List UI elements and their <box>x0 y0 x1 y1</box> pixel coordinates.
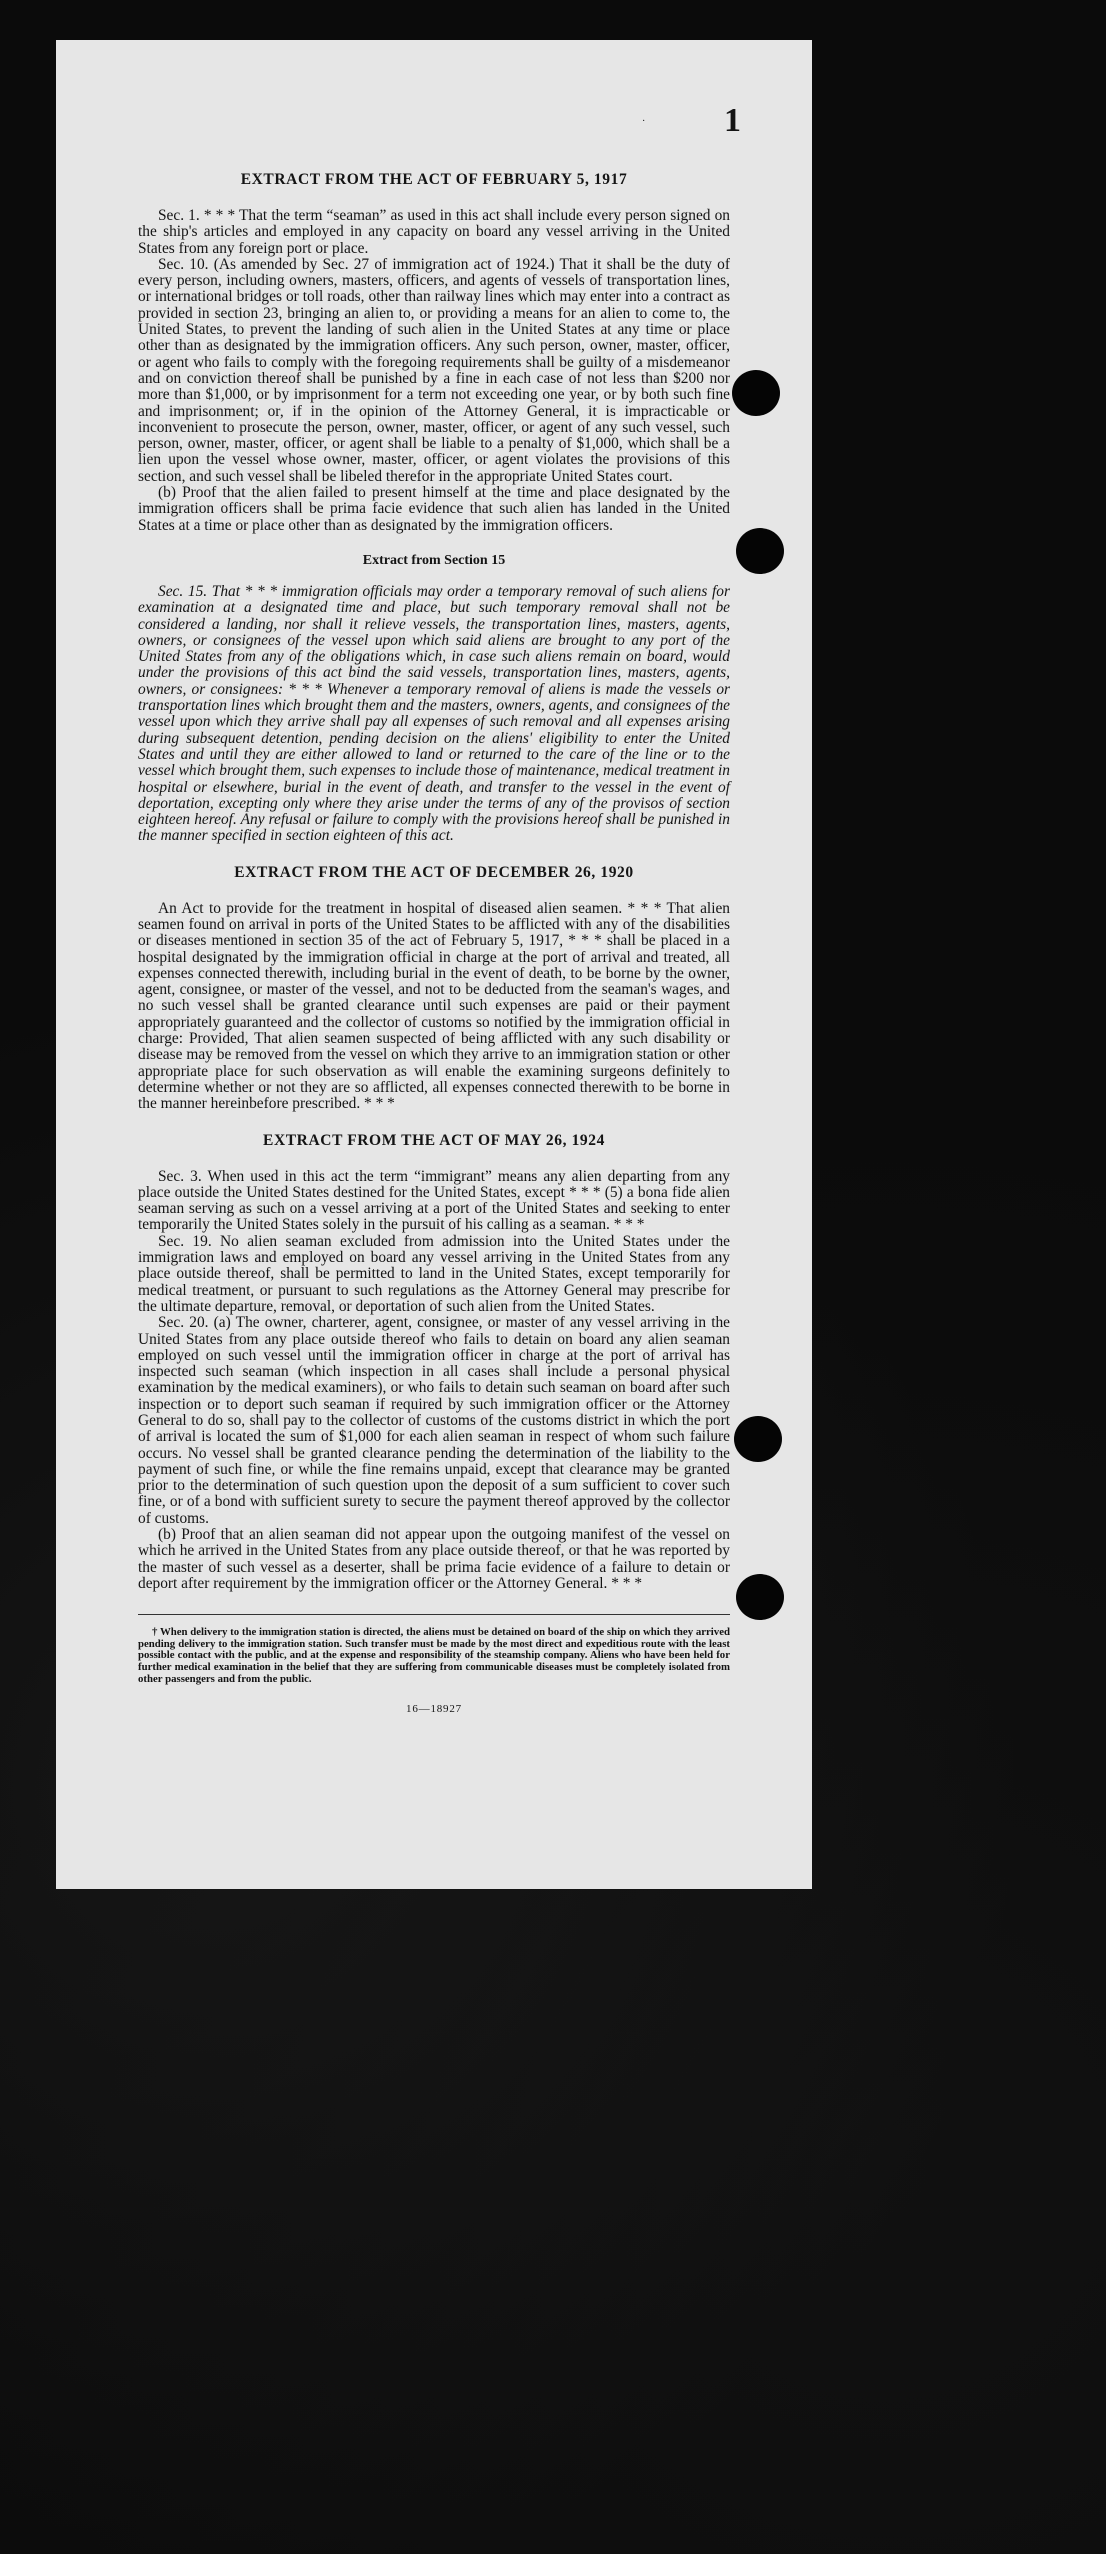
paragraph: (b) Proof that an alien seaman did not appear upon the outgoing manifest of the vessel on which he arrived in the United States from any place outside thereof, or that he was reported by the master of such vessel as a deserter, shall be prima facie evidence of a failure to detain or deport after requirement by the immigration officer or the Attorney General. * * * <box>138 1526 730 1592</box>
paragraph: Sec. 10. (As amended by Sec. 27 of immigration act of 1924.) That it shall be the duty of every person, including owners, masters, officers, and agents of vessels of transportation lines, or international bridges or toll roads, other than railway lines which may enter into a contract as provided in section 23, bringing an alien to, or providing a means for an alien to come to, the United States, to prevent the landing of such alien in the United States at any time or place other than as designated by the immigration officers. Any such person, owner, master, officer, or agent who fails to comply with the foregoing requirements shall be guilty of a misdemeanor and on conviction thereof shall be punished by a fine in each case of not less than $200 nor more than $1,000, or by imprisonment for a term not exceeding one year, or by both such fine and imprisonment; or, if in the opinion of the Attorney General, it is impracticable or inconvenient to prosecute the person, owner, master, officer, or agent of any such vessel, such person, owner, master, officer, or agent shall be liable to a penalty of $1,000, which shall be a lien upon the vessel whose owner, master, officer, or agent violates the provisions of this section, and such vessel shall be libeled therefor in the appropriate United States court. <box>138 255 730 485</box>
form-number: 16—18927 <box>406 1703 462 1716</box>
punch-hole <box>736 528 784 574</box>
paragraph: Sec. 3. When used in this act the term “immigrant” means any alien departing from any place outside the United States destined for the United States, except * * * (5) a bona fide alien seaman serving as such on a vessel arriving at a port of the United States and seeking to enter temporarily the United States solely in the pursuit of his calling as a seaman. * * * <box>138 1167 730 1234</box>
section-act-1917 <box>138 170 730 534</box>
paragraph: Sec. 15. That * * * immigration officials may order a temporary removal of such aliens for examination at a designated time and place, but such temporary removal shall not be considered a landing, nor shall it relieve vessels, the transportation lines, masters, agents, owners, or consignees of the vessel upon which said aliens are brought to any port of the United States from any of the obligations which, in case such aliens remain on board, would under the provisions of this act bind the said vessels, transportation lines, masters, agents, owners, or consignees: * * * Whenever a temporary removal of aliens is made the vessels or transportation lines which brought them and the masters, owners, agents, and consignees of the vessel upon which they arrive shall pay all expenses of such removal and all expenses arising during subsequent detention, pending decision on the aliens' eligibility to enter the United States and until they are either allowed to land or returned to the care of the line or to the vessel which brought them, such expenses to include those of maintenance, medical treatment in hospital or elsewhere, burial in the event of death, and transfer to the vessel in the event of deportation, excepting only where they arise under the terms of any of the provisos of section eighteen hereof. Any refusal or failure to comply with the provisions hereof shall be punished in the manner specified in section eighteen of this act. <box>138 582 730 845</box>
section-heading: EXTRACT FROM THE ACT OF FEBRUARY 5, 1917 <box>240 171 628 188</box>
document-page <box>56 40 812 1889</box>
section-act-1924 <box>138 1131 730 1593</box>
paragraph: Sec. 20. (a) The owner, charterer, agent, consignee, or master of any vessel arriving in the United States from any place outside thereof who fails to detain on board any alien seaman employed on such vessel until the immigration officer in charge at the port of arrival has inspected such seaman (which inspection in all cases shall include a personal physical examination by the medical examiners), or who fails to detain such seaman on board after such inspection or to deport such seaman if required by such immigration officer or the Attorney General to do so, shall pay to the collector of customs of the customs district in which the port of arrival is located the sum of $1,000 for each alien seaman in respect of whom such failure occurs. No vessel shall be granted clearance pending the determination of the liability to the payment of such fine, or while the fine remains unpaid, except that clearance may be granted prior to the determination of such question upon the deposit of a sum sufficient to cover such fine, or of a bond with sufficient surety to secure the payment thereof approved by the collector of customs. <box>138 1314 730 1527</box>
page-marker: 1 <box>724 102 741 139</box>
paragraph: Sec. 19. No alien seaman excluded from admission into the United States under the immigration laws and employed on board any vessel arriving in the United States from any place outside thereof, shall be permitted to land in the United States, except temporarily for medical treatment, or pursuant to such regulations as the Attorney General may prescribe for the ultimate departure, removal, or deportation of such alien from the United States. <box>138 1232 730 1315</box>
section-extract-15 <box>138 552 730 845</box>
punch-hole <box>736 1574 784 1620</box>
punch-hole <box>732 370 780 416</box>
footnote-divider <box>138 1614 730 1615</box>
section-heading: EXTRACT FROM THE ACT OF MAY 26, 1924 <box>263 1131 605 1149</box>
margin-mark: · <box>642 116 646 127</box>
footnote: † When delivery to the immigration station is directed, the aliens must be detained on board of the ship on which they arrived pending delivery to the immigration station. Such transfer must be made by the most direct and expeditious route with the least possible contact with the public, and at the expense and responsibility of the steamship company. Aliens who have been held for further medical examination in the belief that they are suffering from communicable diseases must be completely isolated from other passengers and from the public. <box>138 1626 730 1685</box>
paragraph: (b) Proof that the alien failed to present himself at the time and place designated by the immigration officers shall be prima facie evidence that such alien has landed in the United States at a time or place other than as designated by the immigration officers. <box>138 484 730 534</box>
paragraph: An Act to provide for the treatment in hospital of diseased alien seamen. * * * That alien seamen found on arrival in ports of the United States to be afflicted with any of the disabilities or diseases mentioned in section 35 of the act of February 5, 1917, * * * shall be placed in a hospital designated by the immigration official in charge at the port of arrival and treated, all expenses connected therewith, including burial in the event of death, to be borne by the owner, agent, consignee, or master of the vessel, and not to be deducted from the seaman's wages, and no such vessel shall be granted clearance until such expenses are paid or their payment appropriately guaranteed and the collector of customs so notified by the immigration official in charge: Provided, That alien seamen suspected of being afflicted with any such disability or disease may be removed from the vessel on which they arrive to an immigration station or other appropriate place for such observation as will enable the examining surgeons definitely to determine whether or not they are so afflicted, all expenses connected therewith to be borne in the manner hereinbefore prescribed. * * * <box>138 899 730 1113</box>
section-heading: EXTRACT FROM THE ACT OF DECEMBER 26, 1920 <box>234 863 634 881</box>
section-act-1920 <box>138 863 730 1113</box>
punch-hole <box>734 1416 782 1462</box>
section-subheading: Extract from Section 15 <box>362 552 506 568</box>
paragraph: Sec. 1. * * * That the term “seaman” as used in this act shall include every person signed on the ship's articles and employed in any capacity on board any vessel arriving in the United States from any foreign port or place. <box>138 207 730 257</box>
